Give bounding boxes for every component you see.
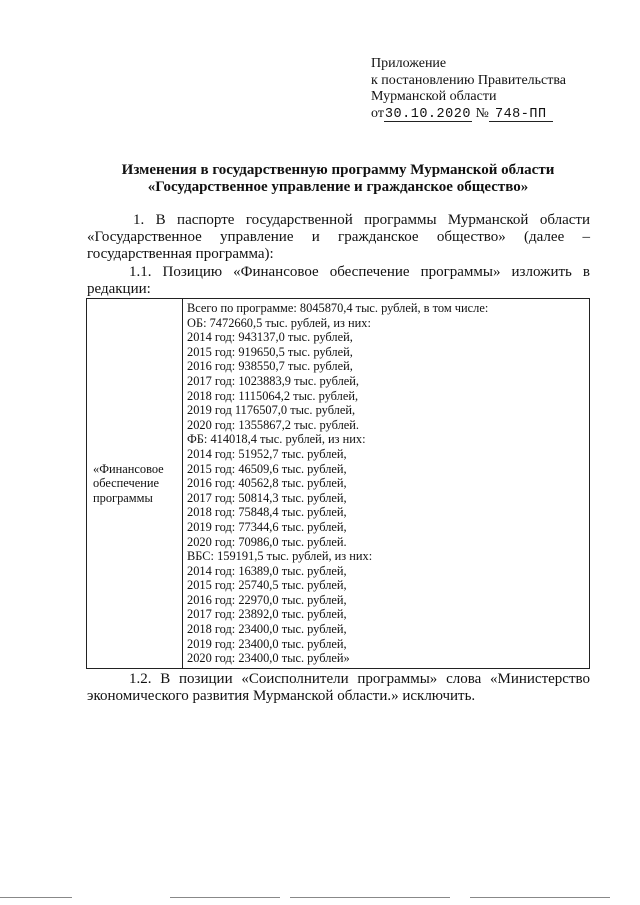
scan-footer-mark: [0, 897, 72, 898]
financing-row: 2019 год: 77344,6 тыс. рублей,: [187, 519, 347, 534]
scan-footer-mark: [170, 897, 280, 898]
financing-row: ОБ: 7472660,5 тыс. рублей, из них:: [187, 315, 371, 330]
financing-row: 2018 год: 1115064,2 тыс. рублей,: [187, 388, 359, 403]
financing-table: [86, 298, 590, 669]
paragraph-1-1: 1.1. Позицию «Финансовое обеспечение программы» изложить в редакции:: [87, 264, 590, 297]
financing-row: 2014 год: 51952,7 тыс. рублей,: [187, 446, 347, 461]
financing-label-cell: [87, 299, 183, 669]
financing-row: 2017 год: 50814,3 тыс. рублей,: [187, 490, 347, 505]
appendix-date-number-line: [371, 106, 566, 123]
financing-row: 2020 год: 1355867,2 тыс. рублей.: [187, 417, 359, 432]
appendix-label: Приложение: [371, 56, 447, 71]
financing-table-row: [87, 299, 590, 669]
financing-row: 2020 год: 23400,0 тыс. рублей»: [187, 651, 350, 666]
resolution-number: 748-ПП: [489, 108, 553, 122]
financing-row: 2016 год: 22970,0 тыс. рублей,: [187, 592, 347, 607]
resolution-date: 30.10.2020: [384, 106, 471, 122]
financing-row: 2017 год: 23892,0 тыс. рублей,: [187, 607, 347, 622]
financing-row: 2020 год: 70986,0 тыс. рублей.: [187, 534, 347, 549]
financing-row: 2015 год: 46509,6 тыс. рублей,: [187, 461, 347, 476]
scan-footer-mark: [470, 897, 610, 898]
financing-values-cell: [183, 299, 590, 669]
scan-footer-mark: [290, 897, 450, 898]
title-line-1: Изменения в государственную программу Мурманской области: [121, 162, 555, 178]
financing-row: 2019 год 1176507,0 тыс. рублей,: [187, 403, 356, 418]
document-title: [86, 162, 590, 196]
paragraph-1: 1. В паспорте государственной программы Мурманской области «Государственное управление и гражданское общество» (далее – государственная программа):: [87, 212, 590, 262]
financing-row: 2014 год: 16389,0 тыс. рублей,: [187, 563, 347, 578]
financing-row: 2018 год: 23400,0 тыс. рублей,: [187, 622, 347, 637]
financing-row: Всего по программе: 8045870,4 тыс. рублей, в том числе:: [187, 301, 489, 315]
appendix-resolution-line: к постановлению Правительства: [371, 72, 567, 88]
appendix-region-line: Мурманской области: [371, 89, 497, 104]
financing-row: 2014 год: 943137,0 тыс. рублей,: [187, 330, 353, 345]
financing-row: 2015 год: 25740,5 тыс. рублей,: [187, 578, 347, 593]
financing-row: ВБС: 159191,5 тыс. рублей, из них:: [187, 549, 373, 564]
financing-row: ФБ: 414018,4 тыс. рублей, из них:: [187, 432, 366, 447]
financing-label: «Финансовое обеспечение программы: [93, 461, 164, 505]
paragraph-1-2: 1.2. В позиции «Соисполнители программы» слова «Министерство экономического развития Мурманской области.» исключить.: [87, 671, 590, 704]
financing-row: 2015 год: 919650,5 тыс. рублей,: [187, 344, 353, 359]
title-line-2: «Государственное управление и гражданское общество»: [147, 179, 529, 195]
financing-row: 2019 год: 23400,0 тыс. рублей,: [187, 636, 347, 651]
financing-row: 2017 год: 1023883,9 тыс. рублей,: [187, 373, 359, 388]
date-prefix: от: [371, 105, 384, 121]
financing-row: 2016 год: 938550,7 тыс. рублей,: [187, 359, 353, 374]
appendix-header: [371, 56, 566, 122]
number-prefix: №: [475, 105, 489, 121]
financing-row: 2018 год: 75848,4 тыс. рублей,: [187, 505, 347, 520]
financing-row: 2016 год: 40562,8 тыс. рублей,: [187, 476, 347, 491]
